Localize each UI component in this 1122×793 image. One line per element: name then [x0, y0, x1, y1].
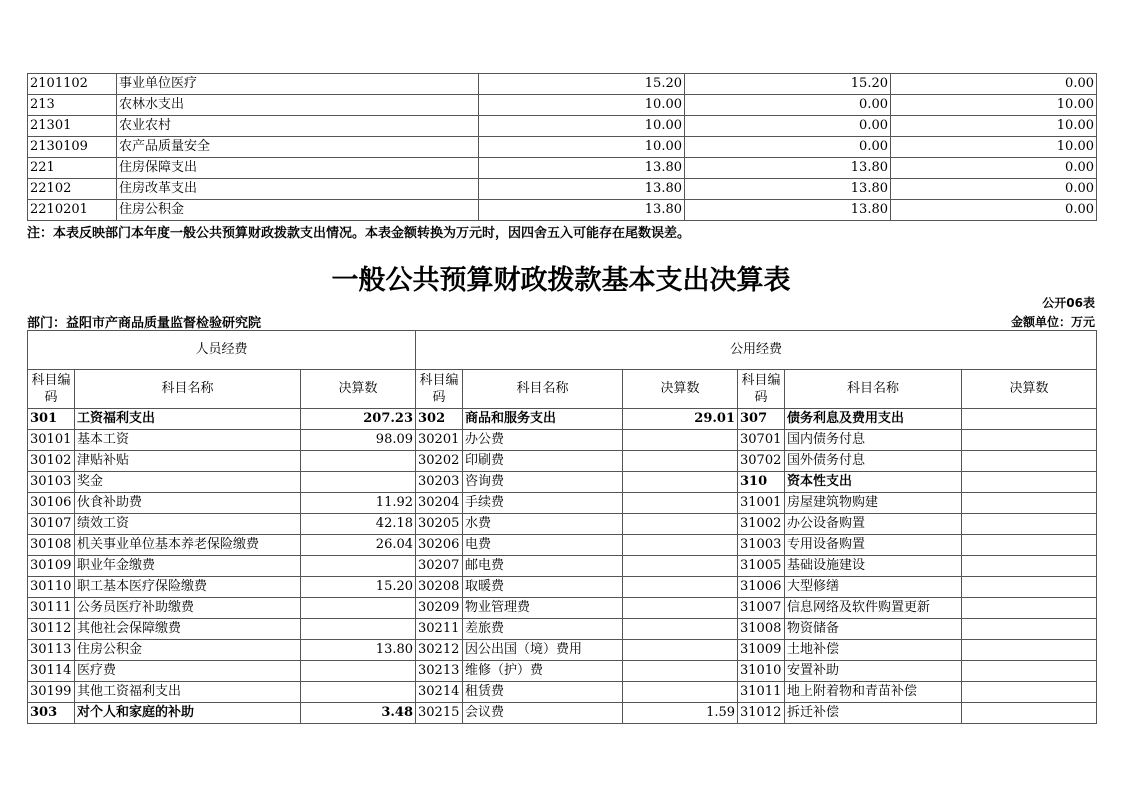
- subject-code: 221: [28, 158, 117, 179]
- table-row: [28, 535, 1097, 556]
- table-row: [28, 95, 1097, 116]
- amount: [623, 451, 738, 472]
- section-public: 公用经费: [416, 331, 1097, 370]
- subject-name: 农业农村: [117, 116, 479, 137]
- subject-code: 30215: [416, 703, 463, 724]
- table-row: [28, 514, 1097, 535]
- subject-name: 租赁费: [463, 682, 623, 703]
- subject-code: 30211: [416, 619, 463, 640]
- subject-name: 维修（护）费: [463, 661, 623, 682]
- subject-name: 房屋建筑物购建: [785, 493, 962, 514]
- header-amount: 决算数: [623, 370, 738, 409]
- subject-name: 因公出国（境）费用: [463, 640, 623, 661]
- department-label: 部门：益阳市产商品质量监督检验研究院: [27, 316, 262, 331]
- subject-name: 基本工资: [75, 430, 301, 451]
- header-amount: 决算数: [962, 370, 1097, 409]
- amount: [962, 661, 1097, 682]
- amount-project: 10.00: [891, 95, 1097, 116]
- header-name: 科目名称: [463, 370, 623, 409]
- amount: [623, 493, 738, 514]
- amount-project: 0.00: [891, 179, 1097, 200]
- subject-name: 商品和服务支出: [463, 409, 623, 430]
- basic-expenditure-table: [27, 330, 1097, 724]
- amount: 26.04: [301, 535, 416, 556]
- table-row: [28, 409, 1097, 430]
- subject-name: 绩效工资: [75, 514, 301, 535]
- amount-project: 10.00: [891, 116, 1097, 137]
- amount: [623, 556, 738, 577]
- amount: [301, 556, 416, 577]
- table-note: 注：本表反映部门本年度一般公共预算财政拨款支出情况。本表金额转换为万元时，因四舍五入可能存在尾数误差。: [27, 226, 691, 241]
- table-row: [28, 703, 1097, 724]
- subject-code: 31003: [738, 535, 785, 556]
- subject-code: 31002: [738, 514, 785, 535]
- amount-total: 15.20: [479, 74, 685, 95]
- amount-basic: 15.20: [685, 74, 891, 95]
- subject-name: 咨询费: [463, 472, 623, 493]
- subject-code: 31009: [738, 640, 785, 661]
- form-number: 公开06表: [1042, 296, 1095, 310]
- table-row: [28, 661, 1097, 682]
- subject-code: 30112: [28, 619, 75, 640]
- subject-code: 30203: [416, 472, 463, 493]
- table-row: [28, 179, 1097, 200]
- subject-name: 住房公积金: [75, 640, 301, 661]
- subject-name: 专用设备购置: [785, 535, 962, 556]
- subject-name: 拆迁补偿: [785, 703, 962, 724]
- amount: [962, 619, 1097, 640]
- subject-code: 30109: [28, 556, 75, 577]
- subject-name: 住房保障支出: [117, 158, 479, 179]
- subject-name: 债务利息及费用支出: [785, 409, 962, 430]
- subject-name: 伙食补助费: [75, 493, 301, 514]
- subject-code: 31001: [738, 493, 785, 514]
- table-row: [28, 74, 1097, 95]
- amount-basic: 0.00: [685, 95, 891, 116]
- subject-code: 31005: [738, 556, 785, 577]
- amount: 207.23: [301, 409, 416, 430]
- subject-code: 30701: [738, 430, 785, 451]
- subject-code: 30209: [416, 598, 463, 619]
- table-row: [28, 472, 1097, 493]
- amount-basic: 0.00: [685, 137, 891, 158]
- subject-name: 邮电费: [463, 556, 623, 577]
- table-row: [28, 640, 1097, 661]
- subject-name: 基础设施建设: [785, 556, 962, 577]
- subject-name: 农产品质量安全: [117, 137, 479, 158]
- amount-total: 13.80: [479, 200, 685, 221]
- subject-code: 22102: [28, 179, 117, 200]
- subject-code: 30206: [416, 535, 463, 556]
- subject-code: 303: [28, 703, 75, 724]
- table-row: [28, 137, 1097, 158]
- amount: [301, 661, 416, 682]
- amount: [301, 598, 416, 619]
- subject-code: 30702: [738, 451, 785, 472]
- subject-name: 办公费: [463, 430, 623, 451]
- amount: [623, 514, 738, 535]
- subject-code: 30208: [416, 577, 463, 598]
- amount: 11.92: [301, 493, 416, 514]
- top-expenditure-table: [27, 73, 1097, 221]
- table-row: [28, 451, 1097, 472]
- table-row: [28, 682, 1097, 703]
- amount: [962, 535, 1097, 556]
- table-row: [28, 598, 1097, 619]
- subject-name: 住房改革支出: [117, 179, 479, 200]
- subject-name: 物资储备: [785, 619, 962, 640]
- subject-name: 公务员医疗补助缴费: [75, 598, 301, 619]
- subject-name: 住房公积金: [117, 200, 479, 221]
- subject-code: 30204: [416, 493, 463, 514]
- table-row: [28, 158, 1097, 179]
- subject-name: 印刷费: [463, 451, 623, 472]
- subject-name: 职工基本医疗保险缴费: [75, 577, 301, 598]
- amount: [962, 514, 1097, 535]
- table-row: [28, 556, 1097, 577]
- amount-basic: 0.00: [685, 116, 891, 137]
- subject-code: 307: [738, 409, 785, 430]
- amount: [962, 493, 1097, 514]
- amount-project: 10.00: [891, 137, 1097, 158]
- section-personnel: 人员经费: [28, 331, 416, 370]
- amount: [301, 682, 416, 703]
- header-code: 科目编码: [738, 370, 785, 409]
- subject-code: 31006: [738, 577, 785, 598]
- subject-name: 大型修缮: [785, 577, 962, 598]
- subject-code: 301: [28, 409, 75, 430]
- amount: [962, 640, 1097, 661]
- subject-code: 31010: [738, 661, 785, 682]
- amount-basic: 13.80: [685, 179, 891, 200]
- subject-code: 30214: [416, 682, 463, 703]
- subject-name: 办公设备购置: [785, 514, 962, 535]
- amount-total: 13.80: [479, 179, 685, 200]
- subject-code: 302: [416, 409, 463, 430]
- header-name: 科目名称: [75, 370, 301, 409]
- subject-code: 30202: [416, 451, 463, 472]
- subject-code: 30113: [28, 640, 75, 661]
- amount: [962, 703, 1097, 724]
- amount-total: 10.00: [479, 116, 685, 137]
- subject-code: 30199: [28, 682, 75, 703]
- subject-code: 30213: [416, 661, 463, 682]
- subject-code: 30111: [28, 598, 75, 619]
- amount-project: 0.00: [891, 200, 1097, 221]
- amount: [623, 598, 738, 619]
- amount: [301, 619, 416, 640]
- subject-code: 30107: [28, 514, 75, 535]
- subject-name: 其他工资福利支出: [75, 682, 301, 703]
- subject-name: 工资福利支出: [75, 409, 301, 430]
- subject-name: 机关事业单位基本养老保险缴费: [75, 535, 301, 556]
- subject-name: 国内债务付息: [785, 430, 962, 451]
- subject-code: 30101: [28, 430, 75, 451]
- header-code: 科目编码: [416, 370, 463, 409]
- amount-total: 13.80: [479, 158, 685, 179]
- subject-code: 310: [738, 472, 785, 493]
- amount-project: 0.00: [891, 74, 1097, 95]
- subject-name: 安置补助: [785, 661, 962, 682]
- header-amount: 决算数: [301, 370, 416, 409]
- subject-name: 资本性支出: [785, 472, 962, 493]
- subject-name: 对个人和家庭的补助: [75, 703, 301, 724]
- subject-code: 31007: [738, 598, 785, 619]
- amount: 13.80: [301, 640, 416, 661]
- subject-name: 差旅费: [463, 619, 623, 640]
- amount: [301, 451, 416, 472]
- amount: 29.01: [623, 409, 738, 430]
- amount: [623, 535, 738, 556]
- subject-name: 电费: [463, 535, 623, 556]
- subject-code: 30205: [416, 514, 463, 535]
- subject-code: 31012: [738, 703, 785, 724]
- amount: [962, 451, 1097, 472]
- amount: [623, 619, 738, 640]
- subject-code: 30102: [28, 451, 75, 472]
- subject-name: 奖金: [75, 472, 301, 493]
- amount-total: 10.00: [479, 95, 685, 116]
- subject-name: 事业单位医疗: [117, 74, 479, 95]
- subject-code: 30103: [28, 472, 75, 493]
- subject-name: 会议费: [463, 703, 623, 724]
- amount: [623, 661, 738, 682]
- subject-name: 物业管理费: [463, 598, 623, 619]
- subject-code: 30108: [28, 535, 75, 556]
- table-row: [28, 116, 1097, 137]
- amount: [962, 577, 1097, 598]
- table-row: [28, 493, 1097, 514]
- subject-code: 21301: [28, 116, 117, 137]
- amount-total: 10.00: [479, 137, 685, 158]
- subject-code: 30212: [416, 640, 463, 661]
- amount: [962, 472, 1097, 493]
- subject-code: 30207: [416, 556, 463, 577]
- subject-name: 国外债务付息: [785, 451, 962, 472]
- amount-unit: 金额单位：万元: [1010, 315, 1095, 329]
- subject-name: 取暖费: [463, 577, 623, 598]
- amount: [623, 577, 738, 598]
- subject-code: 2210201: [28, 200, 117, 221]
- subject-code: 30110: [28, 577, 75, 598]
- subject-code: 30106: [28, 493, 75, 514]
- amount-basic: 13.80: [685, 200, 891, 221]
- table-row: [28, 577, 1097, 598]
- subject-name: 信息网络及软件购置更新: [785, 598, 962, 619]
- amount: 15.20: [301, 577, 416, 598]
- amount: [962, 430, 1097, 451]
- subject-code: 30114: [28, 661, 75, 682]
- table-row: [28, 619, 1097, 640]
- amount: [962, 556, 1097, 577]
- amount-project: 0.00: [891, 158, 1097, 179]
- subject-name: 水费: [463, 514, 623, 535]
- amount: [962, 409, 1097, 430]
- subject-name: 手续费: [463, 493, 623, 514]
- amount: [962, 682, 1097, 703]
- header-code: 科目编码: [28, 370, 75, 409]
- subject-code: 30201: [416, 430, 463, 451]
- subject-name: 其他社会保障缴费: [75, 619, 301, 640]
- subject-code: 213: [28, 95, 117, 116]
- subject-code: 2101102: [28, 74, 117, 95]
- table-row: [28, 200, 1097, 221]
- page-title: 一般公共预算财政拨款基本支出决算表: [331, 265, 791, 296]
- amount: [623, 472, 738, 493]
- amount: [623, 430, 738, 451]
- subject-code: 31011: [738, 682, 785, 703]
- table-row: [28, 430, 1097, 451]
- amount: 1.59: [623, 703, 738, 724]
- subject-name: 地上附着物和青苗补偿: [785, 682, 962, 703]
- amount: [301, 472, 416, 493]
- subject-name: 农林水支出: [117, 95, 479, 116]
- subject-name: 土地补偿: [785, 640, 962, 661]
- amount: 42.18: [301, 514, 416, 535]
- amount: [623, 640, 738, 661]
- amount: [962, 598, 1097, 619]
- subject-name: 职业年金缴费: [75, 556, 301, 577]
- amount: 98.09: [301, 430, 416, 451]
- amount-basic: 13.80: [685, 158, 891, 179]
- subject-name: 津贴补贴: [75, 451, 301, 472]
- header-name: 科目名称: [785, 370, 962, 409]
- subject-code: 31008: [738, 619, 785, 640]
- subject-code: 2130109: [28, 137, 117, 158]
- amount: 3.48: [301, 703, 416, 724]
- amount: [623, 682, 738, 703]
- subject-name: 医疗费: [75, 661, 301, 682]
